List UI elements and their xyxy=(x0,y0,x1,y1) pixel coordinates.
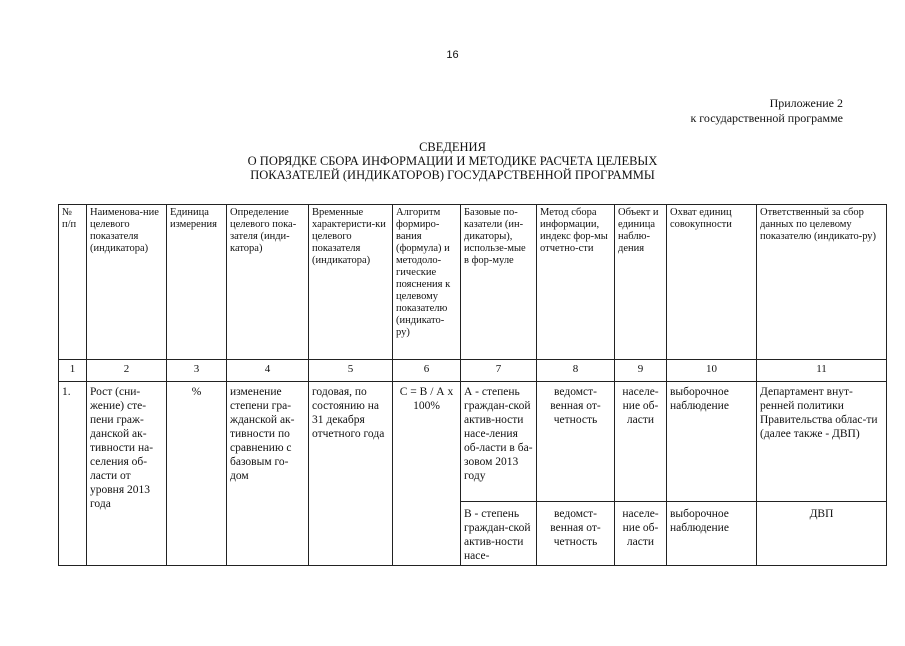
indicators-table xyxy=(58,204,887,566)
title-line-1: СВЕДЕНИЯ xyxy=(419,140,486,154)
column-number: 1 xyxy=(59,360,87,382)
header-cell: Базовые по-казатели (ин-дикаторы), использе-мые в фор-муле xyxy=(461,205,537,360)
table-row xyxy=(59,382,887,502)
header-cell: Единица измерения xyxy=(167,205,227,360)
header-cell: Временные характеристи-ки целевого показателя (индикатора) xyxy=(309,205,393,360)
column-number: 3 xyxy=(167,360,227,382)
base-indicator-b-cell: В - степень граждан-ской актив-ности насе- xyxy=(461,502,537,566)
column-number-row xyxy=(59,360,887,382)
appendix-note xyxy=(690,96,843,126)
base-indicator-a-cell: А - степень граждан-ской актив-ности насе-ления об-ласти в ба-зовом 2013 году xyxy=(461,382,537,502)
header-cell: Алгоритм формиро-вания (формула) и методоло-гические пояснения к целевому показателю (индикато-ру) xyxy=(393,205,461,360)
indicator-name-cell: Рост (сни-жение) сте-пени граж-данской ак-тивности на-селения об-ласти от уровня 2013 года xyxy=(87,382,167,566)
appendix-line-1: Приложение 2 xyxy=(769,96,843,110)
column-number: 4 xyxy=(227,360,309,382)
formula-cell: С = В / А х 100% xyxy=(393,382,461,566)
column-number: 7 xyxy=(461,360,537,382)
column-number: 6 xyxy=(393,360,461,382)
table-header-row xyxy=(59,205,887,360)
header-cell: Метод сбора информации, индекс фор-мы отчетно-сти xyxy=(537,205,615,360)
title-line-3: ПОКАЗАТЕЛЕЙ (ИНДИКАТОРОВ) ГОСУДАРСТВЕННОЙ ПРОГРАММЫ xyxy=(250,168,655,182)
object-b-cell: населе-ние об-ласти xyxy=(615,502,667,566)
responsible-a-cell: Департамент внут-ренней политики Правительства облас-ти (далее также - ДВП) xyxy=(757,382,887,502)
column-number: 9 xyxy=(615,360,667,382)
column-number: 8 xyxy=(537,360,615,382)
header-cell: Ответственный за сбор данных по целевому показателю (индикато-ру) xyxy=(757,205,887,360)
definition-cell: изменение степени гра-жданской ак-тивности по сравнению с базовым го-дом xyxy=(227,382,309,566)
page-number: 16 xyxy=(446,49,459,61)
document-title xyxy=(0,140,905,182)
object-a-cell: населе-ние об-ласти xyxy=(615,382,667,502)
header-cell: Определение целевого пока-зателя (инди-катора) xyxy=(227,205,309,360)
header-cell: Объект и единица наблю-дения xyxy=(615,205,667,360)
header-cell: № п/п xyxy=(59,205,87,360)
column-number: 11 xyxy=(757,360,887,382)
responsible-b-cell: ДВП xyxy=(757,502,887,566)
column-number: 2 xyxy=(87,360,167,382)
method-a-cell: ведомст-венная от-четность xyxy=(537,382,615,502)
method-b-cell: ведомст-венная от-четность xyxy=(537,502,615,566)
title-line-2: О ПОРЯДКЕ СБОРА ИНФОРМАЦИИ И МЕТОДИКЕ РАСЧЕТА ЦЕЛЕВЫХ xyxy=(247,154,658,168)
row-number-cell: 1. xyxy=(59,382,87,566)
header-cell: Наименова-ние целевого показателя (индикатора) xyxy=(87,205,167,360)
column-number: 10 xyxy=(667,360,757,382)
column-number: 5 xyxy=(309,360,393,382)
unit-cell: % xyxy=(167,382,227,566)
appendix-line-2: к государственной программе xyxy=(690,111,843,125)
page-bottom-margin xyxy=(58,586,886,646)
coverage-b-cell: выборочное наблюдение xyxy=(667,502,757,566)
coverage-a-cell: выборочное наблюдение xyxy=(667,382,757,502)
time-characteristics-cell: годовая, по состоянию на 31 декабря отчетного года xyxy=(309,382,393,566)
header-cell: Охват единиц совокупности xyxy=(667,205,757,360)
